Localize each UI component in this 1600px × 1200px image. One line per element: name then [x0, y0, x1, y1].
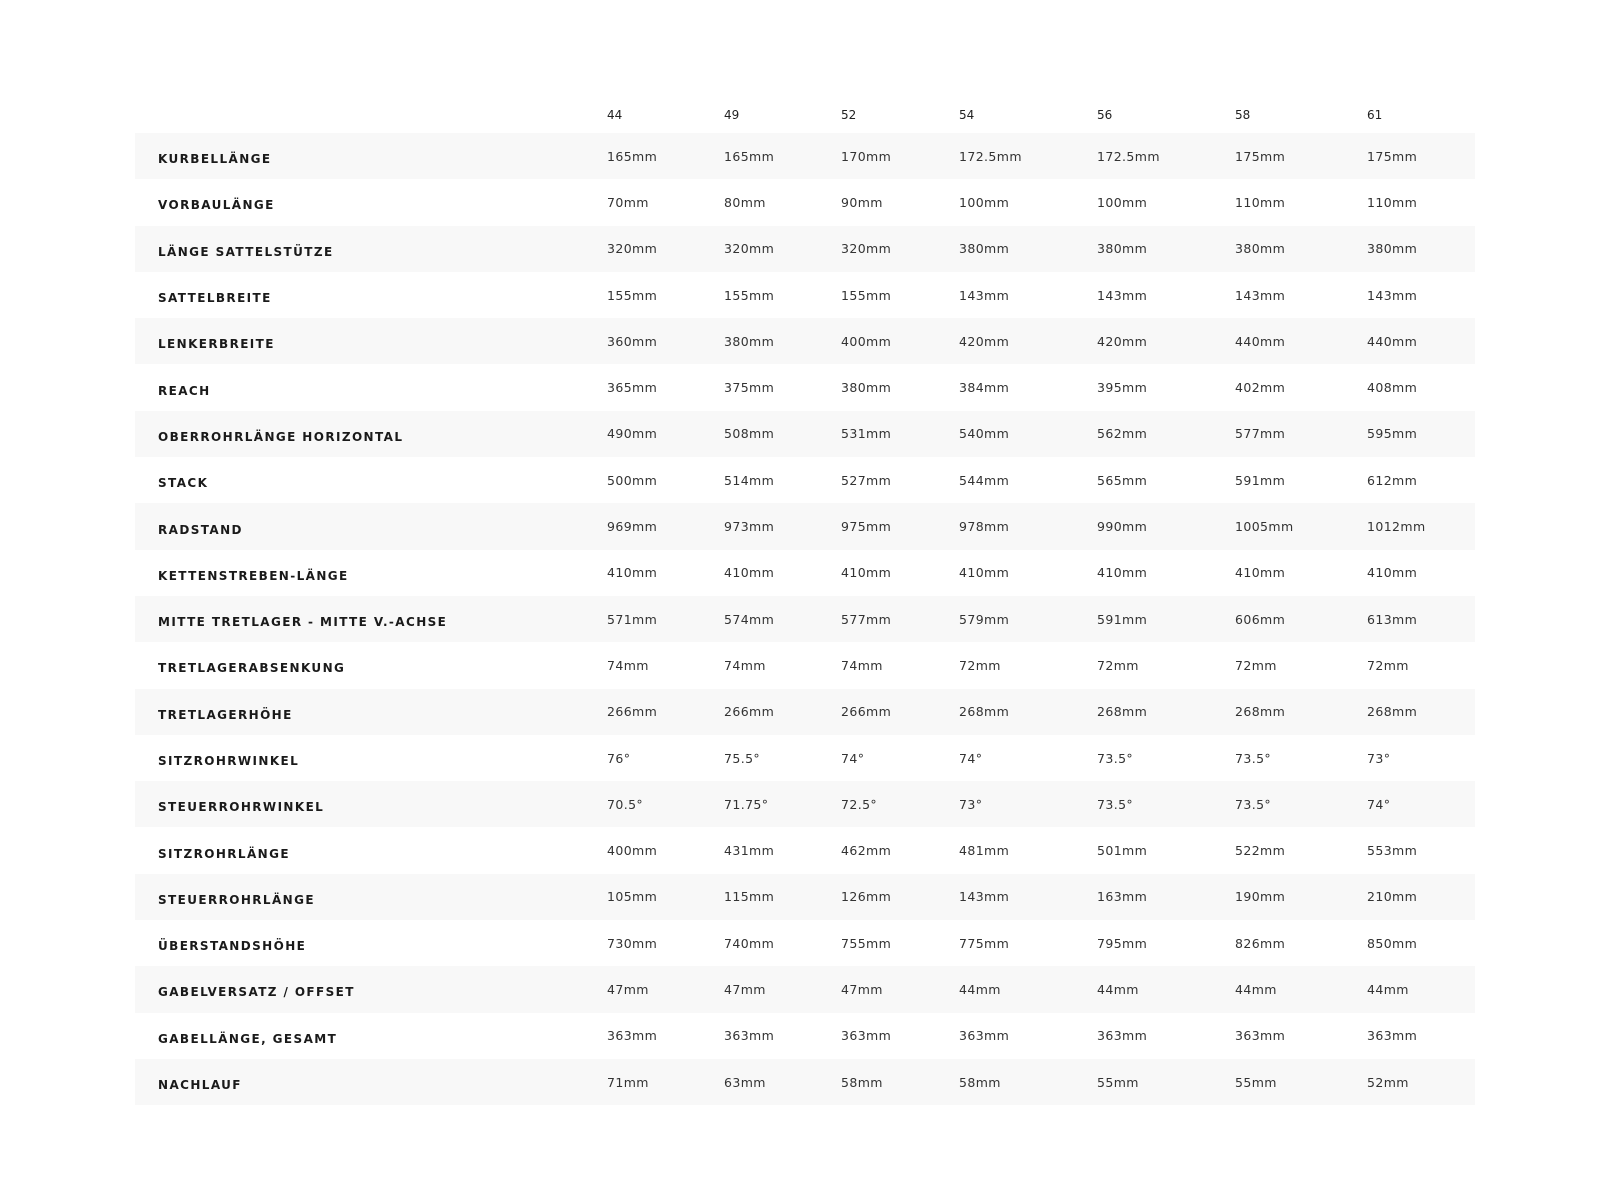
value-cell: 73.5° — [1235, 750, 1272, 766]
value-cell: 165mm — [607, 148, 658, 164]
value-cell: 577mm — [1235, 426, 1286, 442]
value-cell: 47mm — [841, 981, 883, 997]
value-cell: 380mm — [959, 241, 1010, 257]
row-label: STACK — [158, 476, 209, 491]
value-cell: 420mm — [959, 333, 1010, 349]
value-cell: 431mm — [724, 843, 775, 859]
value-cell: 606mm — [1235, 611, 1286, 627]
value-cell: 266mm — [841, 704, 892, 720]
row-label: TRETLAGERHÖHE — [158, 707, 293, 722]
row-label: ÜBERSTANDSHÖHE — [158, 939, 307, 954]
value-cell: 73.5° — [1097, 796, 1134, 812]
table-row — [135, 179, 1475, 225]
value-cell: 47mm — [724, 981, 766, 997]
value-cell: 172.5mm — [1097, 148, 1160, 164]
value-cell: 155mm — [841, 287, 892, 303]
value-cell: 360mm — [607, 333, 658, 349]
value-cell: 410mm — [1097, 565, 1148, 581]
size-header: 61 — [1367, 107, 1383, 122]
table-row — [135, 642, 1475, 688]
value-cell: 72.5° — [841, 796, 878, 812]
value-cell: 565mm — [1097, 472, 1148, 488]
value-cell: 363mm — [1367, 1028, 1418, 1044]
value-cell: 544mm — [959, 472, 1010, 488]
value-cell: 52mm — [1367, 1074, 1409, 1090]
value-cell: 163mm — [1097, 889, 1148, 905]
value-cell: 72mm — [1367, 657, 1409, 673]
value-cell: 1012mm — [1367, 519, 1426, 535]
value-cell: 613mm — [1367, 611, 1418, 627]
table-row — [135, 1013, 1475, 1059]
value-cell: 115mm — [724, 889, 775, 905]
value-cell: 44mm — [1367, 981, 1409, 997]
value-cell: 579mm — [959, 611, 1010, 627]
value-cell: 266mm — [724, 704, 775, 720]
value-cell: 380mm — [1235, 241, 1286, 257]
value-cell: 72mm — [959, 657, 1001, 673]
size-header: 58 — [1235, 107, 1251, 122]
value-cell: 975mm — [841, 519, 892, 535]
value-cell: 973mm — [724, 519, 775, 535]
table-row — [135, 272, 1475, 318]
table-row — [135, 318, 1475, 364]
value-cell: 55mm — [1235, 1074, 1277, 1090]
value-cell: 384mm — [959, 380, 1010, 396]
value-cell: 44mm — [959, 981, 1001, 997]
table-row — [135, 920, 1475, 966]
table-row — [135, 226, 1475, 272]
value-cell: 410mm — [724, 565, 775, 581]
table-row — [135, 966, 1475, 1012]
value-cell: 595mm — [1367, 426, 1418, 442]
row-label: KETTENSTREBEN-LÄNGE — [158, 568, 349, 583]
row-label: STEUERROHRLÄNGE — [158, 892, 315, 907]
value-cell: 500mm — [607, 472, 658, 488]
value-cell: 410mm — [1367, 565, 1418, 581]
table-row — [135, 133, 1475, 179]
value-cell: 363mm — [841, 1028, 892, 1044]
value-cell: 320mm — [724, 241, 775, 257]
row-label: NACHLAUF — [158, 1078, 242, 1093]
value-cell: 363mm — [607, 1028, 658, 1044]
value-cell: 730mm — [607, 935, 658, 951]
value-cell: 210mm — [1367, 889, 1418, 905]
value-cell: 268mm — [1235, 704, 1286, 720]
value-cell: 408mm — [1367, 380, 1418, 396]
value-cell: 969mm — [607, 519, 658, 535]
value-cell: 73.5° — [1235, 796, 1272, 812]
value-cell: 400mm — [841, 333, 892, 349]
value-cell: 71.75° — [724, 796, 769, 812]
value-cell: 363mm — [724, 1028, 775, 1044]
size-header-row — [135, 88, 1475, 133]
value-cell: 531mm — [841, 426, 892, 442]
value-cell: 320mm — [607, 241, 658, 257]
value-cell: 410mm — [607, 565, 658, 581]
value-cell: 553mm — [1367, 843, 1418, 859]
value-cell: 75.5° — [724, 750, 761, 766]
value-cell: 90mm — [841, 194, 883, 210]
value-cell: 143mm — [959, 889, 1010, 905]
value-cell: 74° — [1367, 796, 1391, 812]
value-cell: 73.5° — [1097, 750, 1134, 766]
value-cell: 74° — [841, 750, 865, 766]
table-row — [135, 550, 1475, 596]
value-cell: 850mm — [1367, 935, 1418, 951]
value-cell: 266mm — [607, 704, 658, 720]
value-cell: 58mm — [959, 1074, 1001, 1090]
value-cell: 363mm — [959, 1028, 1010, 1044]
value-cell: 44mm — [1235, 981, 1277, 997]
value-cell: 395mm — [1097, 380, 1148, 396]
value-cell: 440mm — [1235, 333, 1286, 349]
value-cell: 740mm — [724, 935, 775, 951]
value-cell: 175mm — [1235, 148, 1286, 164]
value-cell: 978mm — [959, 519, 1010, 535]
size-header: 49 — [724, 107, 740, 122]
row-label: LÄNGE SATTELSTÜTZE — [158, 244, 334, 259]
table-row — [135, 735, 1475, 781]
value-cell: 826mm — [1235, 935, 1286, 951]
row-label: SITZROHRLÄNGE — [158, 846, 290, 861]
value-cell: 70.5° — [607, 796, 644, 812]
row-label: GABELLÄNGE, GESAMT — [158, 1031, 338, 1046]
value-cell: 165mm — [724, 148, 775, 164]
table-row — [135, 781, 1475, 827]
size-header: 44 — [607, 107, 623, 122]
value-cell: 490mm — [607, 426, 658, 442]
value-cell: 795mm — [1097, 935, 1148, 951]
value-cell: 612mm — [1367, 472, 1418, 488]
row-label: REACH — [158, 383, 211, 398]
row-label: VORBAULÄNGE — [158, 198, 275, 213]
value-cell: 527mm — [841, 472, 892, 488]
table-body — [135, 133, 1475, 1105]
value-cell: 74mm — [841, 657, 883, 673]
value-cell: 172.5mm — [959, 148, 1022, 164]
value-cell: 72mm — [1235, 657, 1277, 673]
value-cell: 44mm — [1097, 981, 1139, 997]
value-cell: 47mm — [607, 981, 649, 997]
value-cell: 155mm — [724, 287, 775, 303]
row-label: RADSTAND — [158, 522, 243, 537]
value-cell: 363mm — [1235, 1028, 1286, 1044]
value-cell: 514mm — [724, 472, 775, 488]
value-cell: 410mm — [959, 565, 1010, 581]
table-row — [135, 874, 1475, 920]
value-cell: 80mm — [724, 194, 766, 210]
value-cell: 76° — [607, 750, 631, 766]
value-cell: 155mm — [607, 287, 658, 303]
value-cell: 501mm — [1097, 843, 1148, 859]
value-cell: 74mm — [724, 657, 766, 673]
value-cell: 320mm — [841, 241, 892, 257]
table-row — [135, 457, 1475, 503]
value-cell: 74mm — [607, 657, 649, 673]
value-cell: 143mm — [1367, 287, 1418, 303]
value-cell: 562mm — [1097, 426, 1148, 442]
row-label: GABELVERSATZ / OFFSET — [158, 985, 355, 1000]
value-cell: 462mm — [841, 843, 892, 859]
row-label: TRETLAGERABSENKUNG — [158, 661, 346, 676]
table-row — [135, 411, 1475, 457]
value-cell: 591mm — [1235, 472, 1286, 488]
value-cell: 400mm — [607, 843, 658, 859]
value-cell: 755mm — [841, 935, 892, 951]
value-cell: 126mm — [841, 889, 892, 905]
geometry-table — [135, 88, 1475, 1105]
value-cell: 143mm — [959, 287, 1010, 303]
value-cell: 190mm — [1235, 889, 1286, 905]
value-cell: 481mm — [959, 843, 1010, 859]
value-cell: 775mm — [959, 935, 1010, 951]
table-row — [135, 596, 1475, 642]
value-cell: 268mm — [1367, 704, 1418, 720]
row-label: SATTELBREITE — [158, 291, 272, 306]
value-cell: 268mm — [959, 704, 1010, 720]
value-cell: 380mm — [841, 380, 892, 396]
value-cell: 591mm — [1097, 611, 1148, 627]
row-label: KURBELLÄNGE — [158, 152, 272, 167]
value-cell: 70mm — [607, 194, 649, 210]
value-cell: 410mm — [1235, 565, 1286, 581]
value-cell: 571mm — [607, 611, 658, 627]
row-label: OBERROHRLÄNGE HORIZONTAL — [158, 429, 404, 444]
size-header: 56 — [1097, 107, 1113, 122]
value-cell: 175mm — [1367, 148, 1418, 164]
value-cell: 110mm — [1235, 194, 1286, 210]
table-row — [135, 689, 1475, 735]
value-cell: 402mm — [1235, 380, 1286, 396]
size-header: 54 — [959, 107, 975, 122]
value-cell: 100mm — [1097, 194, 1148, 210]
size-header: 52 — [841, 107, 857, 122]
value-cell: 380mm — [724, 333, 775, 349]
value-cell: 363mm — [1097, 1028, 1148, 1044]
value-cell: 268mm — [1097, 704, 1148, 720]
row-label: LENKERBREITE — [158, 337, 275, 352]
value-cell: 440mm — [1367, 333, 1418, 349]
value-cell: 170mm — [841, 148, 892, 164]
value-cell: 375mm — [724, 380, 775, 396]
value-cell: 410mm — [841, 565, 892, 581]
value-cell: 540mm — [959, 426, 1010, 442]
value-cell: 72mm — [1097, 657, 1139, 673]
value-cell: 63mm — [724, 1074, 766, 1090]
value-cell: 380mm — [1367, 241, 1418, 257]
value-cell: 73° — [1367, 750, 1391, 766]
value-cell: 71mm — [607, 1074, 649, 1090]
value-cell: 990mm — [1097, 519, 1148, 535]
value-cell: 110mm — [1367, 194, 1418, 210]
value-cell: 365mm — [607, 380, 658, 396]
value-cell: 522mm — [1235, 843, 1286, 859]
value-cell: 100mm — [959, 194, 1010, 210]
value-cell: 58mm — [841, 1074, 883, 1090]
value-cell: 1005mm — [1235, 519, 1294, 535]
row-label: MITTE TRETLAGER - MITTE V.-ACHSE — [158, 615, 448, 630]
value-cell: 105mm — [607, 889, 658, 905]
table-row — [135, 1059, 1475, 1105]
value-cell: 73° — [959, 796, 983, 812]
value-cell: 143mm — [1097, 287, 1148, 303]
value-cell: 574mm — [724, 611, 775, 627]
value-cell: 143mm — [1235, 287, 1286, 303]
row-label: STEUERROHRWINKEL — [158, 800, 325, 815]
row-label: SITZROHRWINKEL — [158, 754, 300, 768]
table-row — [135, 503, 1475, 549]
value-cell: 577mm — [841, 611, 892, 627]
value-cell: 55mm — [1097, 1074, 1139, 1090]
value-cell: 508mm — [724, 426, 775, 442]
value-cell: 380mm — [1097, 241, 1148, 257]
value-cell: 74° — [959, 750, 983, 766]
table-row — [135, 827, 1475, 873]
table-row — [135, 364, 1475, 410]
value-cell: 420mm — [1097, 333, 1148, 349]
